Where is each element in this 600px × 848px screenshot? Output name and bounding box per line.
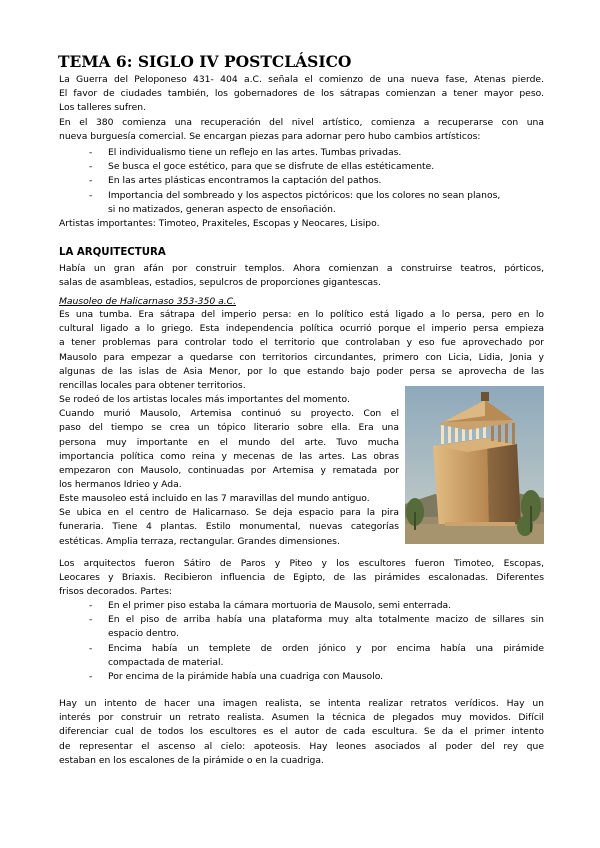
text-line: algunas de las islas de Asia Menor, por lo que estando bajo poder persa se aprovecha de las xyxy=(59,365,544,377)
dash-bullet-icon: - xyxy=(89,147,93,158)
text-line: nueva burguesía comercial. Se encargan piezas para adornar pero hubo cambios artísticos: xyxy=(59,130,481,142)
text-line: estaban en los escalones de la pirámide o en la cuadriga. xyxy=(59,754,324,766)
text-line: salas de asambleas, estadios, sepulcros de proporciones gigantescas. xyxy=(59,277,381,289)
list-item: - Encima había un templete de orden jónico y por encima había una pirámide compactada de material. xyxy=(89,642,544,668)
list-item: - En las artes plásticas encontramos la captación del pathos. xyxy=(59,174,544,188)
list-item: - Se busca el goce estético, para que se disfrute de ellas estéticamente. xyxy=(59,160,544,174)
text-line: La Guerra del Peloponeso 431- 404 a.C. señala el comienzo de una nueva fase, Atenas pierde. xyxy=(59,74,544,85)
text-line: rencillas locales para obtener territorios. xyxy=(59,380,246,392)
text-line: a tener problemas para controlar todo el territorio que controlaban y eso fue aprovechado por xyxy=(59,337,544,349)
dash-bullet-icon: - xyxy=(89,161,93,173)
dash-bullet-icon: - xyxy=(89,671,93,683)
architects-paragraph xyxy=(59,557,544,600)
text-line: de representar el ascenso al cielo: apoteosis. Hay leones asociados al poder del rey que xyxy=(59,740,544,752)
text-line: importancia política como reina y mecenas de las artes. Las obras xyxy=(59,450,399,462)
text-line: funeraria. Tiene 4 plantas. Estilo monumental, nuevas categorías xyxy=(59,521,399,533)
dash-bullet-icon: - xyxy=(89,189,93,201)
text-line: los hermanos Idrieo y Ada. xyxy=(59,479,182,491)
text-line: interés por construir un retrato realista. Asumen la técnica de plegados muy movidos. Difícil xyxy=(59,712,544,724)
text-line: Había un gran afán por construir templos. Ahora comienzan a construirse teatros, pórticos, xyxy=(59,263,544,274)
list-item: - El individualismo tiene un reflejo en las artes. Tumbas privadas. xyxy=(59,146,544,160)
page-title: TEMA 6: SIGLO IV POSTCLÁSICO xyxy=(58,52,352,71)
text-line: El favor de ciudades también, los gobernadores de los sátrapas comienzan a tener mayor peso. xyxy=(59,88,544,100)
text-line: paso del tiempo se crea un tópico literario sobre ella. Era una xyxy=(59,422,399,434)
text-line: empezaron con Mausolo, continuadas por Artemisa y rematada por xyxy=(59,465,399,477)
dash-bullet-icon: - xyxy=(89,614,93,626)
text-line: Se ubica en el centro de Halicarnaso. Se deja espacio para la pira xyxy=(59,507,399,519)
text-line: Los arquitectos fueron Sátiro de Paros y Piteo y los escultores fueron Timoteo, Escopas, xyxy=(59,558,544,569)
wonder-paragraph xyxy=(59,492,399,549)
list-item: - Por encima de la pirámide había una cuadriga con Mausolo. xyxy=(59,670,544,684)
text-line: Mausolo para empezar a quedarse con territorios circundantes, primero con Licia, Lidia, Jonia y xyxy=(59,351,544,363)
list-item: - En el piso de arriba había una plataforma muy alta totalmente macizo de sillares sin espacio dentro. xyxy=(89,614,544,640)
text-line: En el 380 comienza una recuperación del nivel artístico, comienza a recuperarse con una xyxy=(59,116,544,128)
dash-bullet-icon: - xyxy=(89,600,93,611)
list-item: - En el primer piso estaba la cámara mortuoria de Mausolo, semi enterrada. xyxy=(59,599,544,613)
parts-list xyxy=(59,599,544,684)
section-title: LA ARQUITECTURA xyxy=(59,247,166,258)
mausoleum-illustration xyxy=(405,386,544,544)
text-line: persona muy importante en el mundo del arte. Tuvo mucha xyxy=(59,436,399,448)
text-line: Leocares y Briaxis. Recibieron influencia de Egipto, de las pirámides escalonadas. Diferentes xyxy=(59,572,544,584)
text-line: Se rodeó de los artistas locales más importantes del momento. xyxy=(59,394,350,405)
dash-bullet-icon: - xyxy=(89,642,93,654)
architecture-intro xyxy=(59,262,544,290)
text-line: cultural ligado a lo griego. Esta independencia política ocurrió porque el imperio persa empieza xyxy=(59,323,544,335)
text-line: Cuando murió Mausolo, Artemisa continuó su proyecto. Con el xyxy=(59,408,399,420)
text-line: Hay un intento de hacer una imagen realista, se intenta realizar retratos verídicos. Hay un xyxy=(59,698,544,709)
text-line: diferenciar cual de todos los escultores es el autor de cada escultura. Se da el primer intento xyxy=(59,726,544,738)
text-line: Este mausoleo está incluido en las 7 maravillas del mundo antiguo. xyxy=(59,493,370,504)
dash-bullet-icon: - xyxy=(89,175,93,187)
closing-paragraph xyxy=(59,697,544,768)
text-line: estéticas. Amplia terraza, rectangular. Grandes dimensiones. xyxy=(59,535,340,547)
changes-list xyxy=(59,146,544,217)
mausoleum-paragraph xyxy=(59,308,544,393)
list-item: - Importancia del sombreado y los aspectos pictóricos: que los colores no sean planos, si no matizados, generan aspecto de ensoñación. xyxy=(89,189,501,215)
mausoleum-image xyxy=(405,386,544,544)
intro-paragraph xyxy=(59,73,544,144)
text-line: Los talleres sufren. xyxy=(59,102,147,114)
mausoleum-subheading: Mausoleo de Halicarnaso 353-350 a.C. xyxy=(59,296,237,307)
artemisa-paragraph xyxy=(59,393,399,492)
text-line: Es una tumba. Era sátrapa del imperio persa: en lo político está ligado a lo persa, pero en lo xyxy=(59,309,544,320)
text-line: frisos decorados. Partes: xyxy=(59,586,172,598)
artists-line: Artistas importantes: Timoteo, Praxiteles, Escopas y Neocares, Lisipo. xyxy=(59,218,380,229)
